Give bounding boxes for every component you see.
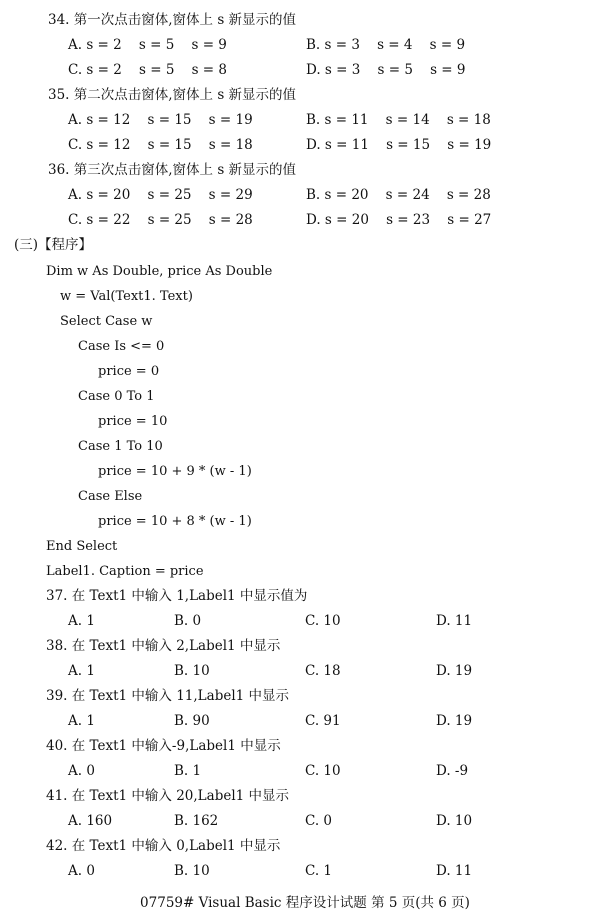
option-row bbox=[0, 33, 610, 58]
code-line: Case 0 To 1 bbox=[78, 389, 155, 404]
option-row bbox=[0, 759, 610, 784]
code-line: Case Is <= 0 bbox=[78, 339, 165, 354]
section-heading: (三)【程序】 bbox=[14, 237, 93, 253]
option: C. s = 22 s = 25 s = 28 bbox=[68, 212, 253, 228]
option: A. 0 bbox=[68, 863, 95, 879]
option: D. s = 3 s = 5 s = 9 bbox=[306, 62, 466, 78]
option: C. 10 bbox=[305, 613, 341, 629]
option: D. 11 bbox=[436, 613, 473, 629]
option-row bbox=[0, 809, 610, 834]
option-row bbox=[0, 859, 610, 884]
option: B. 162 bbox=[174, 813, 219, 829]
option: B. 10 bbox=[174, 863, 210, 879]
option: A. 0 bbox=[68, 763, 95, 779]
code-line: Case 1 To 10 bbox=[78, 439, 163, 454]
code-line: price = 10 bbox=[98, 414, 168, 429]
option: A. s = 12 s = 15 s = 19 bbox=[68, 112, 253, 128]
code-line: price = 0 bbox=[98, 364, 160, 379]
question-stem: 35. 第二次点击窗体,窗体上 s 新显示的值 bbox=[48, 87, 297, 103]
question-stem: 42. 在 Text1 中输入 0,Label1 中显示 bbox=[46, 838, 281, 854]
question-stem: 34. 第一次点击窗体,窗体上 s 新显示的值 bbox=[48, 12, 297, 28]
code-line: price = 10 + 8 * (w - 1) bbox=[98, 514, 252, 529]
option: D. 10 bbox=[436, 813, 473, 829]
option-row bbox=[0, 659, 610, 684]
option: C. s = 2 s = 5 s = 8 bbox=[68, 62, 227, 78]
option: A. 160 bbox=[68, 813, 113, 829]
option: C. s = 12 s = 15 s = 18 bbox=[68, 137, 253, 153]
option-row bbox=[0, 609, 610, 634]
code-line: price = 10 + 9 * (w - 1) bbox=[98, 464, 252, 479]
option: C. 0 bbox=[305, 813, 333, 829]
code-line: w = Val(Text1. Text) bbox=[60, 289, 193, 304]
option-row bbox=[0, 58, 610, 83]
code-line: Select Case w bbox=[60, 314, 153, 329]
option-row bbox=[0, 183, 610, 208]
question-stem: 40. 在 Text1 中输入-9,Label1 中显示 bbox=[46, 738, 281, 754]
option: D. s = 11 s = 15 s = 19 bbox=[306, 137, 492, 153]
question-stem: 36. 第三次点击窗体,窗体上 s 新显示的值 bbox=[48, 162, 297, 178]
option: D. 19 bbox=[436, 713, 473, 729]
option: A. 1 bbox=[68, 713, 95, 729]
option: D. 11 bbox=[436, 863, 473, 879]
option: A. 1 bbox=[68, 663, 95, 679]
option-row bbox=[0, 709, 610, 734]
option: A. s = 2 s = 5 s = 9 bbox=[68, 37, 227, 53]
question-stem: 38. 在 Text1 中输入 2,Label1 中显示 bbox=[46, 638, 281, 654]
option: C. 18 bbox=[305, 663, 341, 679]
option: D. 19 bbox=[436, 663, 473, 679]
option-row bbox=[0, 208, 610, 233]
option: B. 10 bbox=[174, 663, 210, 679]
option: D. s = 20 s = 23 s = 27 bbox=[306, 212, 492, 228]
option: D. -9 bbox=[436, 763, 469, 779]
option: B. 90 bbox=[174, 713, 210, 729]
option: A. s = 20 s = 25 s = 29 bbox=[68, 187, 253, 203]
option: C. 91 bbox=[305, 713, 341, 729]
code-line: Label1. Caption = price bbox=[46, 564, 204, 579]
option: B. s = 3 s = 4 s = 9 bbox=[306, 37, 466, 53]
option: B. s = 20 s = 24 s = 28 bbox=[306, 187, 491, 203]
question-stem: 41. 在 Text1 中输入 20,Label1 中显示 bbox=[46, 788, 290, 804]
code-line: End Select bbox=[46, 539, 118, 554]
option: B. 0 bbox=[174, 613, 202, 629]
page-footer: 07759# Visual Basic 程序设计试题 第 5 页(共 6 页) bbox=[140, 895, 470, 911]
option-row bbox=[0, 108, 610, 133]
code-line: Case Else bbox=[78, 489, 143, 504]
question-stem: 39. 在 Text1 中输入 11,Label1 中显示 bbox=[46, 688, 290, 704]
option: B. 1 bbox=[174, 763, 202, 779]
option: B. s = 11 s = 14 s = 18 bbox=[306, 112, 491, 128]
code-line: Dim w As Double, price As Double bbox=[46, 264, 273, 279]
option: A. 1 bbox=[68, 613, 95, 629]
option: C. 10 bbox=[305, 763, 341, 779]
question-stem: 37. 在 Text1 中输入 1,Label1 中显示值为 bbox=[46, 588, 308, 604]
option: C. 1 bbox=[305, 863, 333, 879]
option-row bbox=[0, 133, 610, 158]
